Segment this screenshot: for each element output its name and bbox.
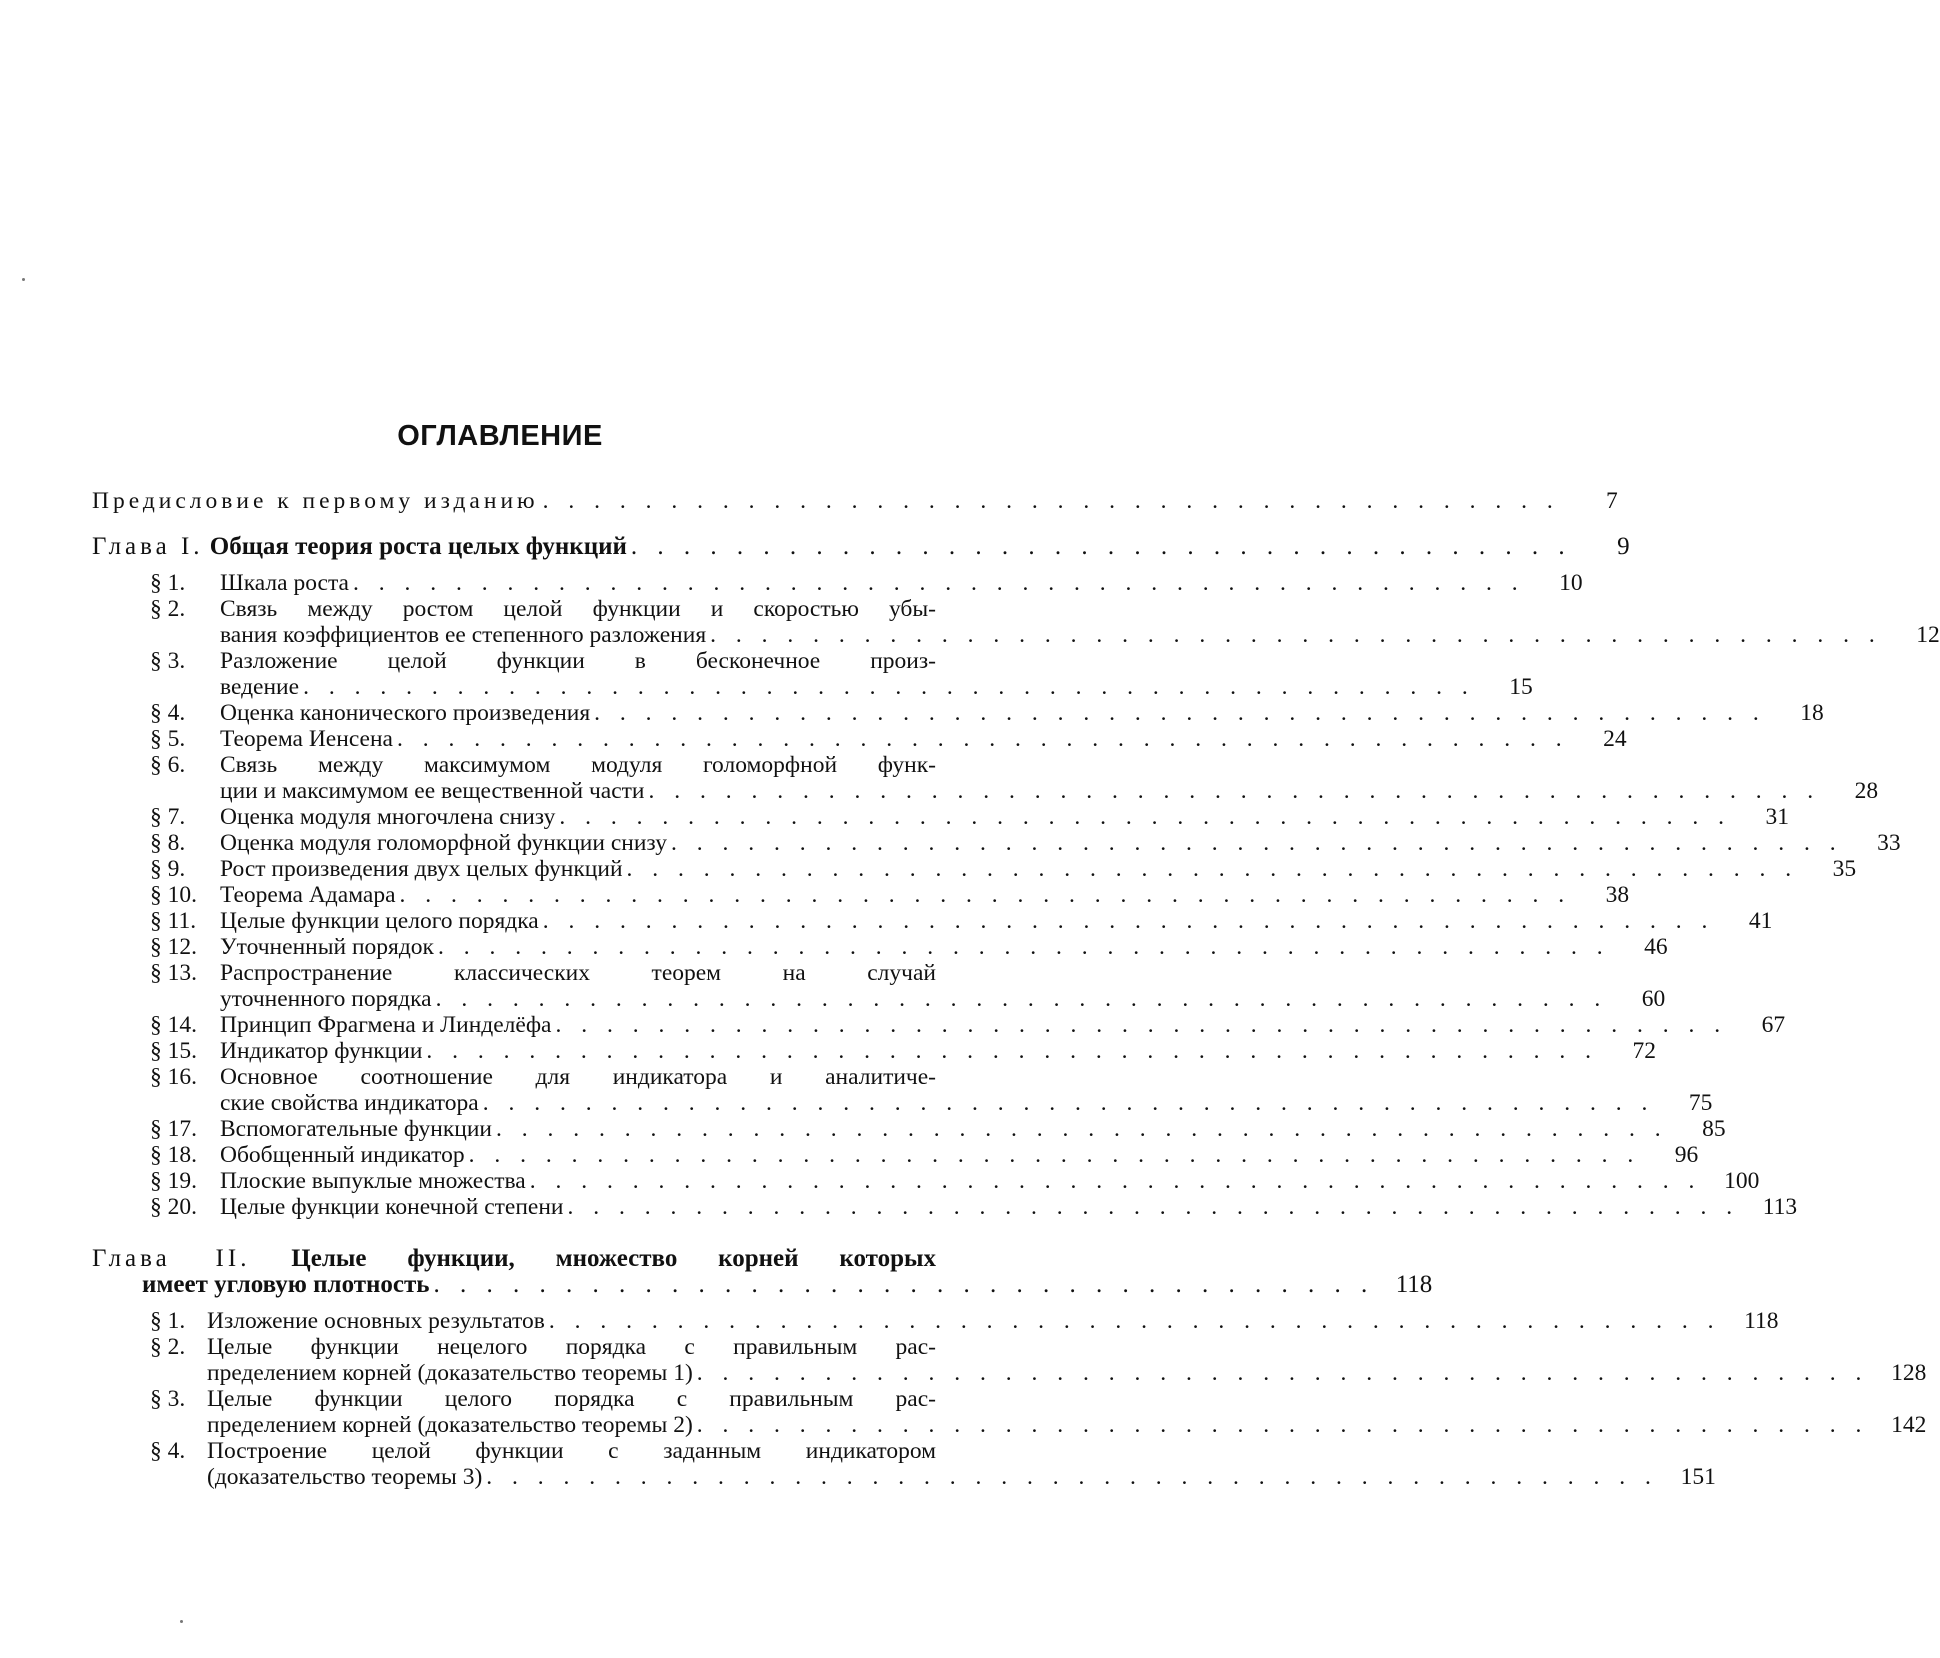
page-number: 18 (1800, 700, 1824, 726)
page-number: 24 (1603, 726, 1627, 752)
section-title-line: Теорема Адамара (220, 882, 396, 908)
toc-section (92, 960, 1666, 1012)
section-number: § 17. (150, 1116, 197, 1142)
chapter-title: Общая теория роста целых функций (209, 533, 627, 560)
leader-dots: . . . . . . . . . . . . . . . . . . . . . . . . . . . . . . . . . . . . . . . . . . . . . . (496, 1116, 1668, 1142)
section-title-line: ведение (220, 674, 300, 700)
section-number: § 7. (150, 804, 186, 830)
section-number: § 1. (150, 570, 186, 596)
leader-dots: . . . . . . . . . . . . . . . . . . . . . . . . . . . . . . . . . . . . . . . . . . . . . . (468, 1142, 1641, 1168)
page-number: 128 (1891, 1360, 1927, 1386)
toc-preface (92, 488, 1618, 514)
page-number: 142 (1891, 1412, 1927, 1438)
section-title-line: Вспомогательные функции (220, 1116, 492, 1142)
page-number: 10 (1559, 570, 1583, 596)
section-title-line: Уточненный порядок (220, 934, 434, 960)
section-number: § 11. (150, 908, 197, 934)
section-title-line: Построение целой функции с заданным индикатором (207, 1438, 936, 1464)
page-number: 96 (1674, 1142, 1699, 1168)
section-title-line: Связь между максимумом модуля голоморфной функ- (220, 752, 936, 778)
table-of-contents (92, 488, 1940, 1490)
leader-dots: . . . . . . . . . . . . . . . . . . . . . . . . . . . . . . . . . . . . . . . . . . . . . . (426, 1038, 1599, 1064)
toc-section (92, 1308, 1779, 1334)
page-number: 9 (1617, 533, 1630, 560)
toc-section (92, 596, 1940, 648)
section-number: § 4. (150, 700, 186, 726)
chapter-prefix: Глава II. (92, 1245, 251, 1272)
preface-label: Предисловие к первому изданию (92, 488, 539, 514)
section-title-line: пределением корней (доказательство теоремы 1) (207, 1360, 693, 1386)
chapter-2-sections (92, 1308, 1927, 1490)
section-title-line: уточненного порядка (220, 986, 432, 1012)
page-number: 35 (1832, 856, 1857, 882)
leader-dots: . . . . . . . . . . . . . . . . . . . . . . . . . . . . . . . . . . . . . . . . . . . . . . (542, 908, 1715, 934)
leader-dots: . . . . . . . . . . . . . . . . . . . . . . . . . . . . . . . . . . . . . . . . . . . . . . (486, 1464, 1658, 1490)
section-number: § 1. (150, 1308, 186, 1334)
section-title-line: Целые функции целого порядка (220, 908, 539, 934)
toc-section (92, 1386, 1927, 1438)
toc-section (92, 1038, 1657, 1064)
page-number: 113 (1762, 1194, 1798, 1220)
toc-section (92, 1334, 1927, 1386)
leader-dots: . . . . . . . . . . . . . . . . . . . . . . . . . . . . . . . . . . . . . . . . . . . . . . (670, 830, 1843, 856)
page-number: 28 (1854, 778, 1879, 804)
leader-dots: . . . . . . . . . . . . . . . . . . . . . . . . . . . . . . . . . . . . . . . . . . . . . . (396, 726, 1569, 752)
leader-dots: . . . . . . . . . . . . . . . . . . . . . . . . . . . . . . . . . . . . . . . . . . . . . . (696, 1412, 1869, 1438)
section-title-line: (доказательство теоремы 3) (207, 1464, 483, 1490)
leader-dots: . . . . . . . . . . . . . . . . . . . . . . . . . . . . . . . . . . . . . . . . (542, 488, 1560, 514)
page-number: 33 (1877, 830, 1901, 856)
leader-dots: . . . . . . . . . . . . . . . . . . . . . . . . . . . . . . . . . . . . . . . . . . . . . . (352, 570, 1525, 596)
toc-section (92, 752, 1879, 804)
section-title-line: Целые функции конечной степени (220, 1194, 564, 1220)
toc-section (92, 1438, 1716, 1490)
leader-dots: . . . . . . . . . . . . . . . . . . . . . . . . . . . . . . . . . . . . . . . . . . . . . . (555, 1012, 1728, 1038)
section-title-line: Рост произведения двух целых функций (220, 856, 623, 882)
section-number: § 14. (150, 1012, 197, 1038)
page-number: 75 (1688, 1090, 1713, 1116)
toc-section (92, 830, 1901, 856)
section-title-line: Принцип Фрагмена и Линделёфа (220, 1012, 552, 1038)
section-number: § 3. (150, 648, 186, 674)
section-title-line: Целые функции целого порядка с правильным рас- (207, 1386, 936, 1412)
section-title-line: ции и максимумом ее вещественной части (220, 778, 645, 804)
section-title-line: Разложение целой функции в бесконечное произ- (220, 648, 936, 674)
section-number: § 20. (150, 1194, 197, 1220)
leader-dots: . . . . . . . . . . . . . . . . . . . . . . . . . . . . . . . . . . . . . . . . . . . . . . (710, 622, 1882, 648)
toc-section (92, 934, 1668, 960)
section-title-line: Индикатор функции (220, 1038, 423, 1064)
toc-section (92, 648, 1533, 700)
toc-section (92, 856, 1857, 882)
toc-section (92, 908, 1773, 934)
toc-section (92, 1116, 1726, 1142)
leader-dots: . . . . . . . . . . . . . . . . . . . . . . . . . . . . . . . . . . . . . . . . . . . . . . (399, 882, 1572, 908)
section-title-line: Оценка канонического произведения (220, 700, 591, 726)
leader-dots: . . . . . . . . . . . . . . . . . . . . . . . . . . . . . . . . . . . . . . . . . . . . . . (482, 1090, 1655, 1116)
page-number: 38 (1605, 882, 1630, 908)
leader-dots: . . . . . . . . . . . . . . . . . . . . . . . . . . . . . . . . . . . . (433, 1271, 1375, 1298)
page-number: 100 (1724, 1168, 1760, 1194)
leader-dots: . . . . . . . . . . . . . . . . . . . . . . . . . . . . . . . . . . . . . . . . . . . . . . (303, 674, 1475, 700)
section-title-line: Оценка модуля голоморфной функции снизу (220, 830, 667, 856)
page-number: 85 (1702, 1116, 1726, 1142)
toc-section (92, 570, 1583, 596)
section-number: § 18. (150, 1142, 197, 1168)
leader-dots: . . . . . . . . . . . . . . . . . . . . . . . . . . . . . . . . . . . . . . . . . . . . . . (567, 1194, 1740, 1220)
leader-dots: . . . . . . . . . . . . . . . . . . . . . . . . . . . . . . . . . . . . . . . . . . . . . . (594, 700, 1766, 726)
page-number: 60 (1641, 986, 1666, 1012)
toc-chapter-2 (92, 1245, 1433, 1298)
section-number: § 2. (150, 1334, 186, 1360)
page-number: 41 (1748, 908, 1773, 934)
toc-section (92, 700, 1824, 726)
toc-section (92, 882, 1630, 908)
chapter-prefix: Глава I. (92, 533, 204, 560)
section-title-line: Шкала роста (220, 570, 349, 596)
section-number: § 2. (150, 596, 186, 622)
page-number: 118 (1395, 1271, 1433, 1298)
section-title-line: Обобщенный индикатор (220, 1142, 465, 1168)
page-number: 31 (1765, 804, 1789, 830)
toc-section (92, 804, 1789, 830)
page-number: 118 (1744, 1308, 1779, 1334)
toc-section (92, 1194, 1798, 1220)
leader-dots: . . . . . . . . . . . . . . . . . . . . . . . . . . . . . . . . . . . . . . . . . . . . . . (548, 1308, 1721, 1334)
section-number: § 5. (150, 726, 186, 752)
leader-dots: . . . . . . . . . . . . . . . . . . . . . . . . . . . . . . . . . . . . . . . . . . . . . . (696, 1360, 1869, 1386)
section-number: § 19. (150, 1168, 197, 1194)
section-title-line: Теорема Иенсена (220, 726, 393, 752)
page-number: 67 (1761, 1012, 1786, 1038)
chapter-1-sections (92, 570, 1940, 1220)
page-number: 15 (1509, 674, 1533, 700)
chapter-title-line-1: Целые функции, множество корней которых (291, 1245, 936, 1272)
chapter-title-line-2: имеет угловую плотность (142, 1271, 430, 1298)
page-number: 151 (1680, 1464, 1716, 1490)
toc-section (92, 1168, 1760, 1194)
section-number: § 12. (150, 934, 197, 960)
section-title-line: Распространение классических теорем на случай (220, 960, 936, 986)
toc-section (92, 1012, 1786, 1038)
section-title-line: ские свойства индикатора (220, 1090, 479, 1116)
section-title-line: вания коэффициентов ее степенного разложения (220, 622, 707, 648)
page-number: 12 (1916, 622, 1940, 648)
page-number: 7 (1605, 488, 1618, 514)
section-number: § 8. (150, 830, 186, 856)
section-number: § 16. (150, 1064, 197, 1090)
leader-dots: . . . . . . . . . . . . . . . . . . . . . . . . . . . . . . . . . . . . . . . . . . . . . . (626, 856, 1799, 882)
section-title-line: пределением корней (доказательство теоремы 2) (207, 1412, 693, 1438)
section-title-line: Плоские выпуклые множества (220, 1168, 526, 1194)
paper-speck (180, 1620, 183, 1623)
section-number: § 4. (150, 1438, 186, 1464)
section-number: § 13. (150, 960, 197, 986)
section-number: § 9. (150, 856, 186, 882)
section-number: § 6. (150, 752, 186, 778)
toc-section (92, 1064, 1713, 1116)
section-number: § 10. (150, 882, 197, 908)
section-title-line: Связь между ростом целой функции и скоростью убы- (220, 596, 936, 622)
leader-dots: . . . . . . . . . . . . . . . . . . . . . . . . . . . . . . . . . . . . . . . . . . . . . . (648, 778, 1821, 804)
toc-section (92, 1142, 1699, 1168)
page-title: ОГЛАВЛЕНИЕ (397, 420, 603, 452)
leader-dots: . . . . . . . . . . . . . . . . . . . . . . . . . . . . . . . . . . . . (630, 533, 1572, 560)
section-title-line: Изложение основных результатов (207, 1308, 545, 1334)
toc-chapter-1 (92, 533, 1630, 560)
section-title-line: Основное соотношение для индикатора и аналитиче- (220, 1064, 936, 1090)
page-number: 72 (1632, 1038, 1657, 1064)
leader-dots: . . . . . . . . . . . . . . . . . . . . . . . . . . . . . . . . . . . . . . . . . . . . . . (559, 804, 1731, 830)
leader-dots: . . . . . . . . . . . . . . . . . . . . . . . . . . . . . . . . . . . . . . . . . . . . . . (435, 986, 1608, 1012)
leader-dots: . . . . . . . . . . . . . . . . . . . . . . . . . . . . . . . . . . . . . . . . . . . . . . (437, 934, 1610, 960)
leader-dots: . . . . . . . . . . . . . . . . . . . . . . . . . . . . . . . . . . . . . . . . . . . . . . (529, 1168, 1702, 1194)
paper-speck (22, 278, 25, 281)
toc-section (92, 726, 1627, 752)
section-number: § 15. (150, 1038, 197, 1064)
section-title-line: Целые функции нецелого порядка с правильным рас- (207, 1334, 936, 1360)
section-number: § 3. (150, 1386, 186, 1412)
page-number: 46 (1644, 934, 1668, 960)
section-title-line: Оценка модуля многочлена снизу (220, 804, 556, 830)
